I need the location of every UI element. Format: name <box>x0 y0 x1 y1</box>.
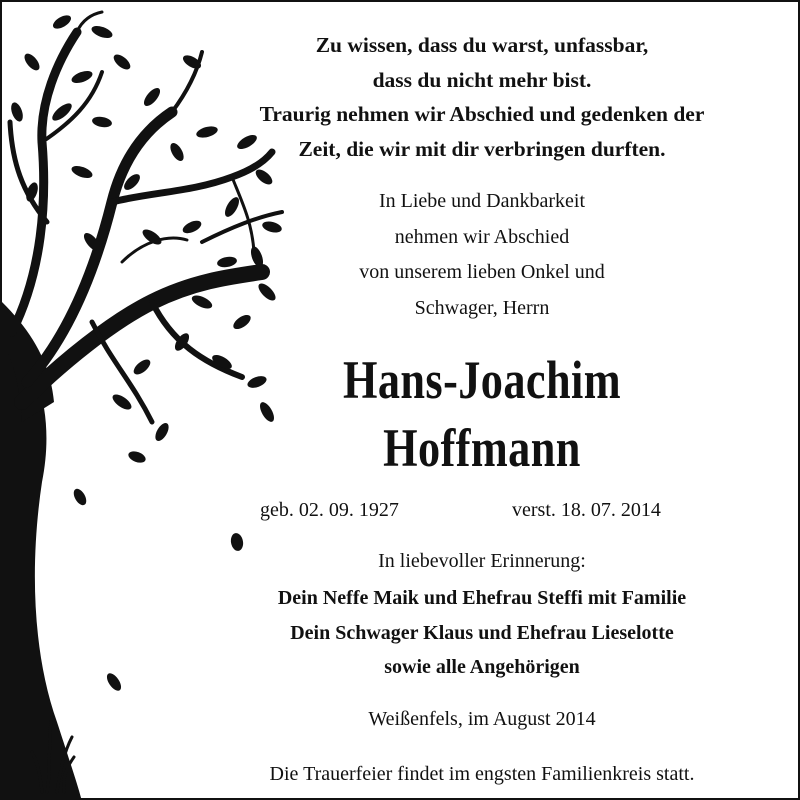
mourner-line: Dein Schwager Klaus und Ehefrau Lieselotte <box>290 621 674 644</box>
memory-label: In liebevoller Erinnerung: <box>378 550 586 572</box>
farewell-intro <box>192 184 772 326</box>
verse-line: dass du nicht mehr bist. <box>372 67 592 92</box>
verse-line: Zeit, die wir mit dir verbringen durften. <box>298 136 666 161</box>
deceased-name <box>244 346 720 482</box>
mourners-list <box>192 581 772 685</box>
verse-line: Zu wissen, dass du warst, unfassbar, <box>315 33 649 57</box>
intro-line: nehmen wir Abschied <box>394 225 570 248</box>
deceased-first-name: Hans-Joachim <box>342 350 622 410</box>
death-date: verst. 18. 07. 2014 <box>512 499 661 521</box>
verse-line: Traurig nehmen wir Abschied und gedenken der <box>259 102 705 126</box>
mourner-line: sowie alle Angehörigen <box>384 656 580 678</box>
memorial-verse <box>192 28 772 166</box>
intro-line: In Liebe und Dankbarkeit <box>378 190 586 212</box>
mourner-line: Dein Neffe Maik und Ehefrau Steffi mit Familie <box>277 587 687 609</box>
intro-line: von unserem lieben Onkel und <box>359 261 605 283</box>
place-date: Weißenfels, im August 2014 <box>368 708 596 730</box>
funeral-note: Die Trauerfeier findet im engsten Familienkreis statt. <box>269 763 695 785</box>
birth-date: geb. 02. 09. 1927 <box>260 499 399 521</box>
deceased-last-name: Hoffmann <box>383 418 581 478</box>
intro-line: Schwager, Herrn <box>414 296 550 319</box>
